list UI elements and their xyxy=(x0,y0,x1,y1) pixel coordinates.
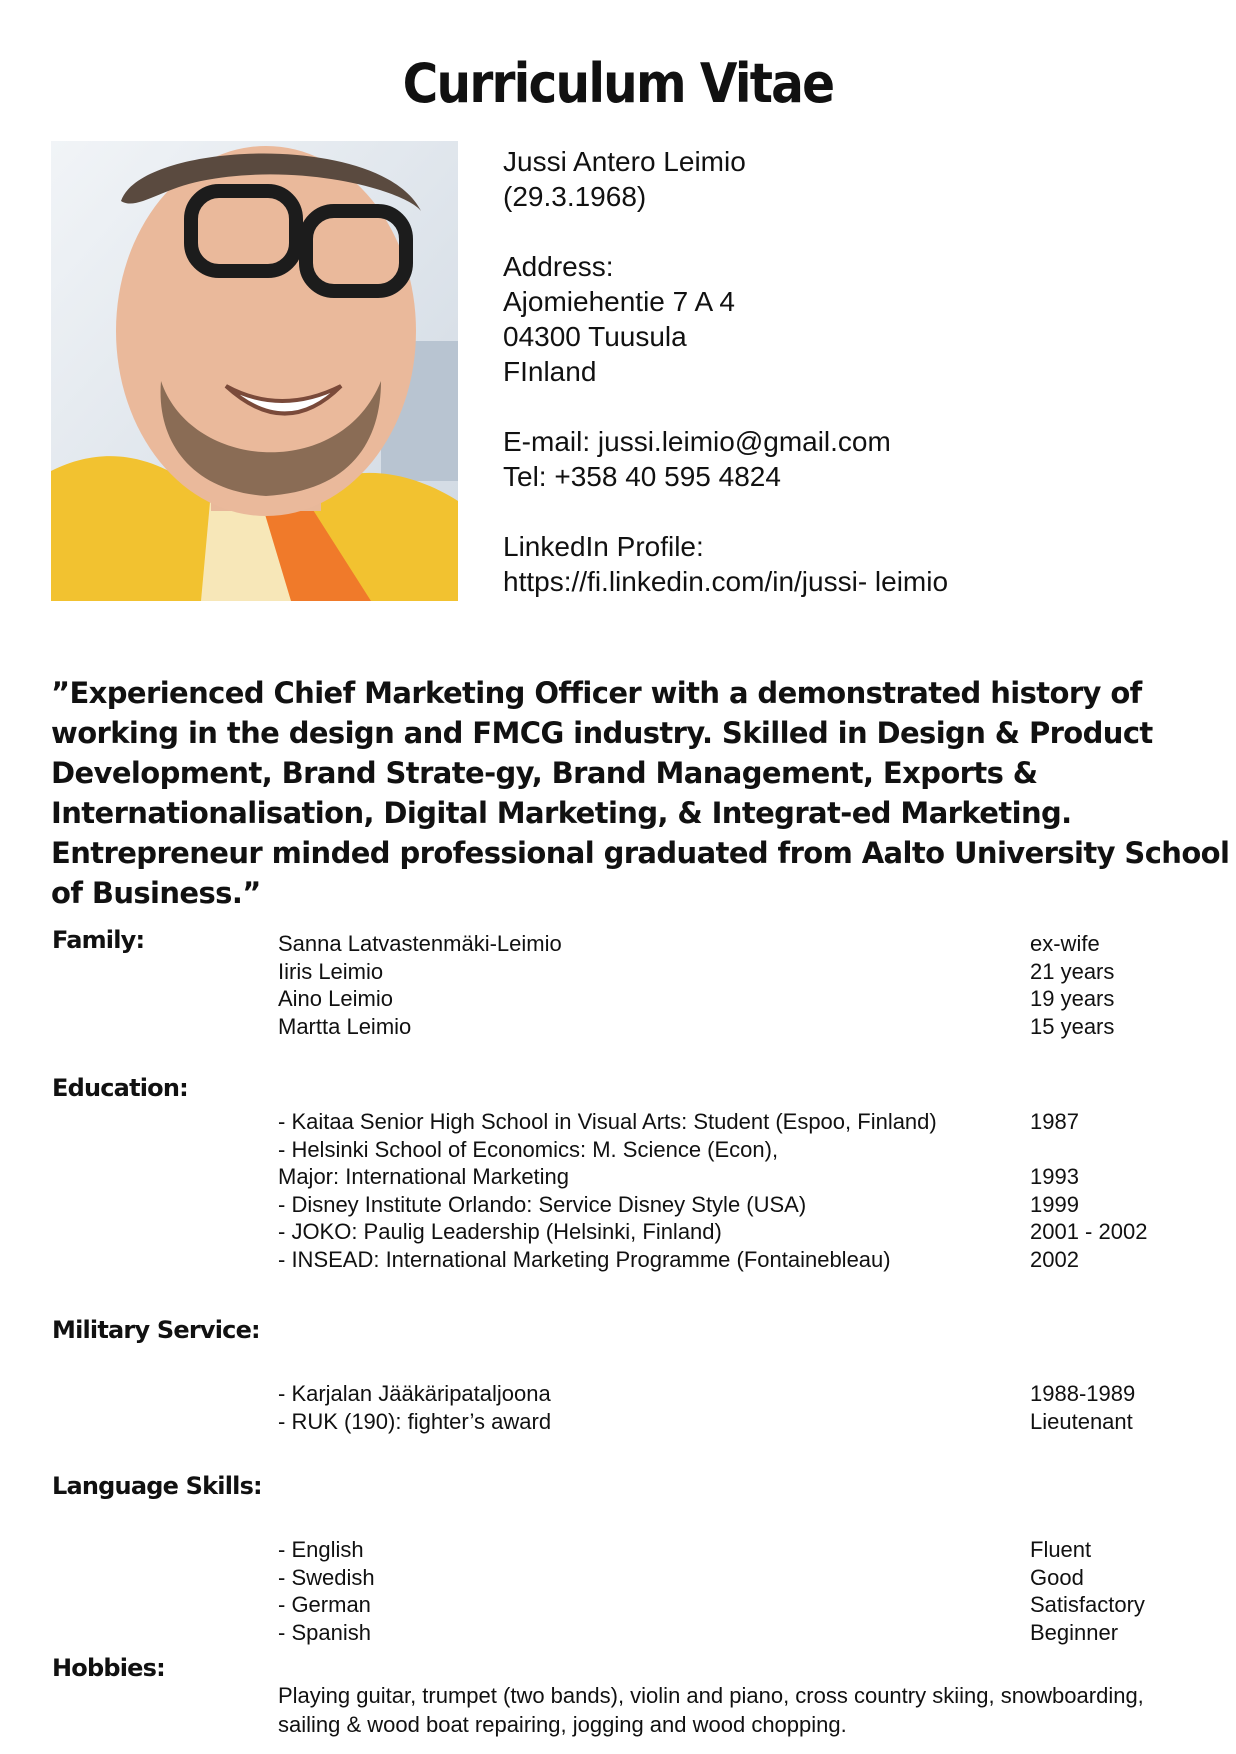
list-item: Good xyxy=(1030,1564,1084,1590)
telephone: Tel: +358 40 595 4824 xyxy=(503,461,781,492)
list-item: Sanna Latvastenmäki-Leimio xyxy=(278,931,562,956)
list-item: 1988-1989 xyxy=(1030,1381,1136,1406)
list-item: - Swedish xyxy=(278,1564,375,1590)
list-item: Lieutenant xyxy=(1030,1408,1133,1434)
education-items xyxy=(278,1108,937,1273)
list-item: Martta Leimio xyxy=(278,1013,412,1039)
list-item: - German xyxy=(278,1592,371,1617)
language-items xyxy=(278,1536,375,1646)
education-heading: Education: xyxy=(52,1074,188,1102)
list-item: Aino Leimio xyxy=(278,986,393,1011)
address-street: Ajomiehentie 7 A 4 xyxy=(503,286,735,317)
linkedin-label: LinkedIn Profile: xyxy=(503,531,704,562)
profile-summary: ”Experienced Chief Marketing Officer with a demonstrated history of working in the design and FMCG industry. Skilled in Design & Product Development, Brand Strate-gy, Brand Management, Exports & Internationalisation, Digital Marketing, & Integrat-ed Marketing. Entrepreneur minded professional graduated from Aalto University School of Business.” xyxy=(51,676,1230,910)
education-years xyxy=(1030,1108,1147,1273)
profile-photo xyxy=(51,141,458,601)
military-heading: Military Service: xyxy=(52,1316,260,1344)
list-item: - Helsinki School of Economics: M. Science (Econ), xyxy=(278,1136,779,1162)
list-item: Fluent xyxy=(1030,1537,1092,1562)
list-item: 1987 xyxy=(1030,1109,1079,1134)
list-item: - Kaitaa Senior High School in Visual Arts: Student (Espoo, Finland) xyxy=(278,1109,937,1134)
list-item: 19 years xyxy=(1030,986,1115,1011)
list-item: 15 years xyxy=(1030,1013,1115,1039)
list-item: 1999 xyxy=(1030,1191,1079,1217)
list-item: 1993 xyxy=(1030,1164,1079,1189)
address-country: FInland xyxy=(503,356,597,387)
email[interactable]: E-mail: jussi.leimio@gmail.com xyxy=(503,426,891,457)
contact-block xyxy=(503,144,948,599)
list-item: - JOKO: Paulig Leadership (Helsinki, Finland) xyxy=(278,1219,722,1244)
page-title: Curriculum Vitae xyxy=(402,52,834,115)
list-item: Satisfactory xyxy=(1030,1592,1145,1617)
family-details xyxy=(1030,930,1114,1040)
military-items xyxy=(278,1380,551,1435)
list-item: Major: International Marketing xyxy=(278,1164,570,1189)
list-item: - Disney Institute Orlando: Service Disney Style (USA) xyxy=(278,1191,807,1217)
list-item: - English xyxy=(278,1537,364,1562)
family-names xyxy=(278,930,562,1040)
military-details xyxy=(1030,1380,1135,1435)
address-label: Address: xyxy=(503,251,614,282)
family-heading: Family: xyxy=(52,926,145,954)
list-item: - RUK (190): fighter’s award xyxy=(278,1408,552,1434)
list-item: - Karjalan Jääkäripataljoona xyxy=(278,1381,551,1406)
list-item xyxy=(1030,1136,1147,1164)
hobbies-heading: Hobbies: xyxy=(52,1654,165,1682)
list-item: - Spanish xyxy=(278,1619,371,1645)
portrait-illustration xyxy=(51,141,458,601)
linkedin-url[interactable]: https://fi.linkedin.com/in/jussi- leimio xyxy=(503,566,949,597)
language-levels xyxy=(1030,1536,1145,1646)
list-item: - INSEAD: International Marketing Programme (Fontainebleau) xyxy=(278,1246,891,1272)
full-name: Jussi Antero Leimio xyxy=(503,146,746,177)
date-of-birth: (29.3.1968) xyxy=(503,181,647,212)
languages-heading: Language Skills: xyxy=(52,1472,262,1500)
list-item: Iiris Leimio xyxy=(278,958,384,984)
list-item: 2002 xyxy=(1030,1246,1079,1272)
address-postal-city: 04300 Tuusula xyxy=(503,321,687,352)
list-item: 2001 - 2002 xyxy=(1030,1219,1148,1244)
list-item: ex-wife xyxy=(1030,931,1100,956)
list-item: 21 years xyxy=(1030,958,1115,984)
list-item: Beginner xyxy=(1030,1619,1119,1645)
hobbies-text: Playing guitar, trumpet (two bands), violin and piano, cross country skiing, snowboarding, sailing & wood boat repairing, jogging and wood chopping. xyxy=(278,1683,1144,1737)
